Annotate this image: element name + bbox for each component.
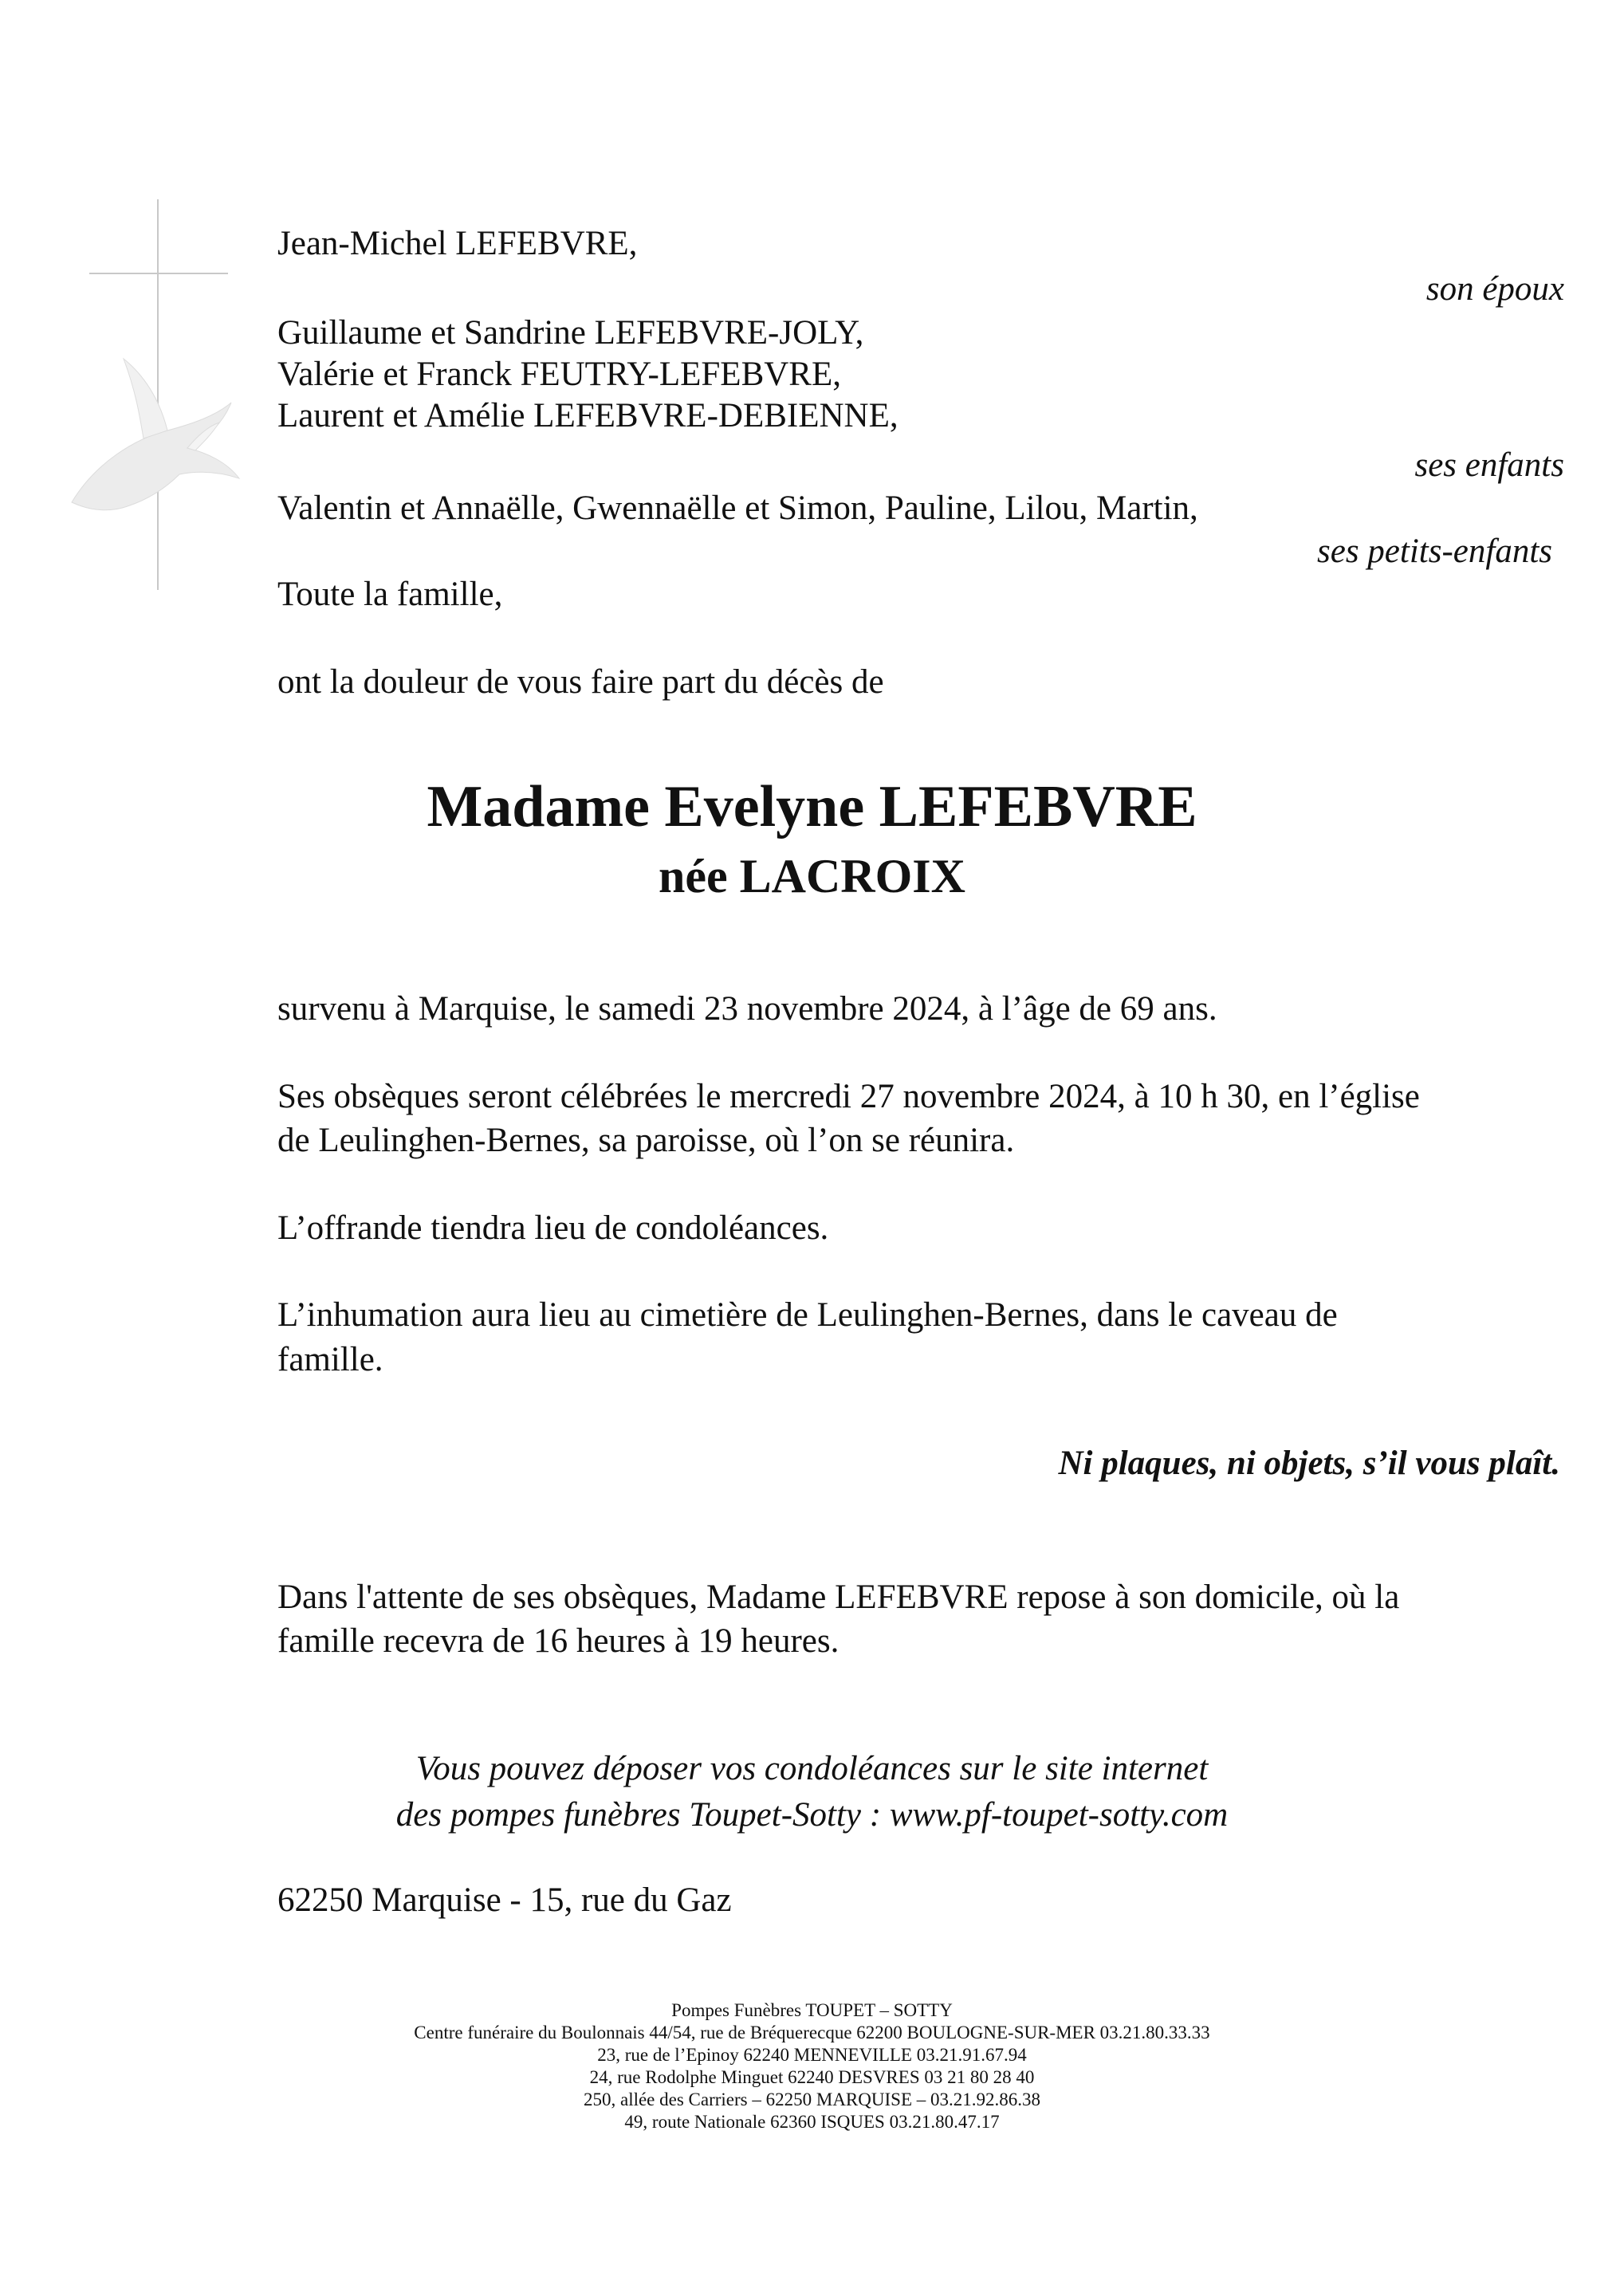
funeral-line: Ses obsèques seront célébrées le mercredi 27 novembre 2024, à 10 h 30, en l’église [277, 1078, 1420, 1115]
burial-line: famille. [277, 1341, 383, 1378]
condolences-line[interactable]: des pompes funèbres Toupet-Sotty : www.pf-toupet-sotty.com [395, 1796, 1229, 1834]
child-line: Guillaume et Sandrine LEFEBVRE-JOLY, [277, 314, 864, 352]
rest-line: Dans l'attente de ses obsèques, Madame LEFEBVRE repose à son domicile, où la [277, 1578, 1400, 1616]
address-text: 62250 Marquise - 15, rue du Gaz [277, 1881, 732, 1919]
cross-dove-emblem [48, 199, 255, 598]
cross-horizontal-bar [89, 273, 228, 274]
funeral-line: de Leulinghen-Bernes, sa paroisse, où l’on se réunira. [277, 1122, 1015, 1159]
children-role: ses enfants [1414, 446, 1564, 484]
footer-line: 23, rue de l’Epinoy 62240 MENNEVILLE 03.21.91.67.94 [597, 2045, 1027, 2065]
footer-line: Centre funéraire du Boulonnais 44/54, rue de Bréquerecque 62200 BOULOGNE-SUR-MER 03.21.80.33.33 [414, 2023, 1210, 2042]
grandchildren-role: ses petits-enfants [1317, 533, 1552, 570]
no-plaques-notice: Ni plaques, ni objets, s’il vous plaît. [1058, 1445, 1560, 1482]
deceased-name: Madame Evelyne LEFEBVRE [427, 774, 1197, 839]
footer-line: 49, route Nationale 62360 ISQUES 03.21.80.47.17 [624, 2112, 1000, 2132]
spouse-role: son époux [1425, 270, 1564, 308]
whole-family: Toute la famille, [277, 576, 503, 613]
dove-icon [72, 359, 239, 510]
spouse-name: Jean-Michel LEFEBVRE, [277, 225, 638, 262]
footer-line: Pompes Funèbres TOUPET – SOTTY [671, 2000, 953, 2020]
grandchildren-names: Valentin et Annaëlle, Gwennaëlle et Simon, Pauline, Lilou, Martin, [277, 489, 1198, 527]
burial-line: L’inhumation aura lieu au cimetière de Leulinghen-Bernes, dans le caveau de [277, 1296, 1338, 1334]
funeral-home-footer [0, 1999, 1624, 2133]
child-line: Laurent et Amélie LEFEBVRE-DEBIENNE, [277, 397, 899, 434]
footer-line: 24, rue Rodolphe Minguet 62240 DESVRES 03 21 80 28 40 [589, 2067, 1035, 2087]
announcement-text: ont la douleur de vous faire part du décès de [277, 663, 884, 701]
deceased-maiden-name: née LACROIX [659, 850, 965, 902]
offering-text: L’offrande tiendra lieu de condoléances. [277, 1209, 829, 1247]
death-details: survenu à Marquise, le samedi 23 novembre 2024, à l’âge de 69 ans. [277, 990, 1217, 1028]
condolences-line: Vous pouvez déposer vos condoléances sur le site internet [415, 1750, 1209, 1787]
child-line: Valérie et Franck FEUTRY-LEFEBVRE, [277, 356, 842, 393]
footer-line: 250, allée des Carriers – 62250 MARQUISE – 03.21.92.86.38 [583, 2090, 1040, 2109]
rest-line: famille recevra de 16 heures à 19 heures. [277, 1622, 840, 1660]
cross-vertical-bar [157, 199, 159, 590]
